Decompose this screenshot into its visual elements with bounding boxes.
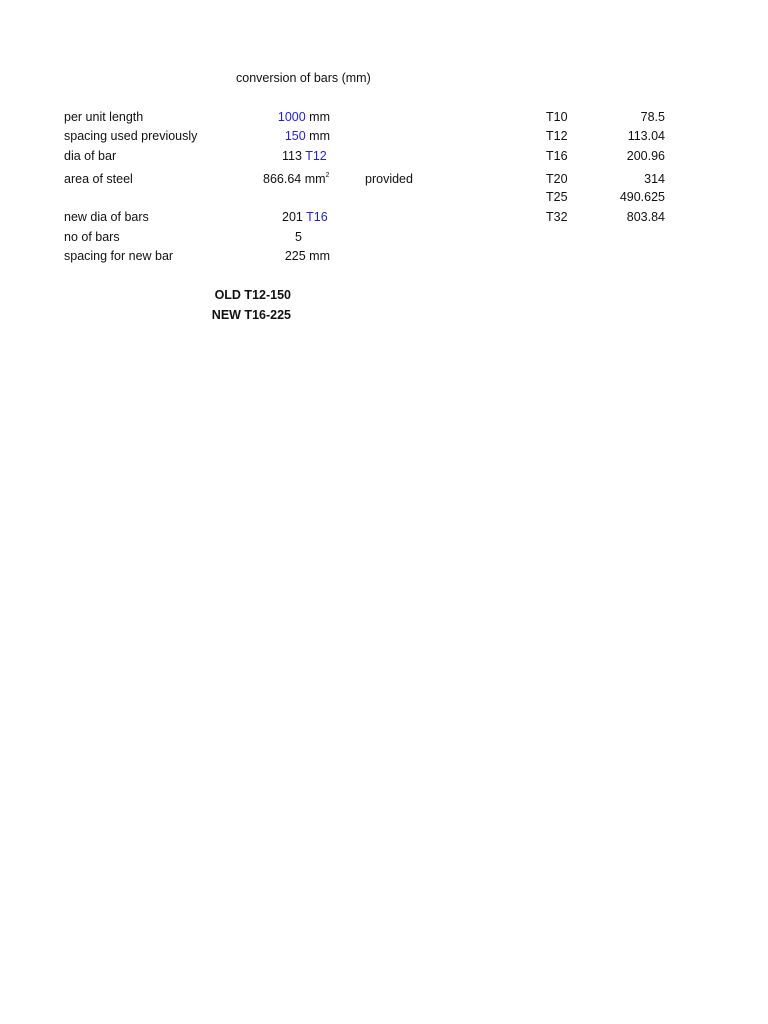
bar-area: 78.5 [640, 110, 665, 124]
unit-mm: mm [309, 129, 330, 143]
label-area-of-steel: area of steel [64, 172, 133, 186]
dia-of-bar-area: 113 [282, 149, 302, 163]
value-area-of-steel [263, 172, 329, 187]
label-new-dia-of-bars: new dia of bars [64, 210, 149, 224]
new-dia-code-input[interactable]: T16 [306, 210, 328, 224]
label-per-unit-length: per unit length [64, 110, 144, 124]
bar-area: 314 [644, 172, 665, 186]
new-dia-area: 201 [282, 210, 303, 224]
bar-area: 490.625 [619, 190, 665, 204]
bar-size: T32 [546, 210, 568, 224]
unit-mm: mm [309, 249, 330, 263]
bar-size: T12 [546, 129, 568, 143]
label-no-of-bars: no of bars [64, 230, 120, 244]
summary-new: NEW T16-225 [211, 308, 291, 322]
value-new-dia-of-bars [282, 210, 328, 225]
value-spacing-new-bar [285, 249, 330, 264]
label-spacing-new-bar: spacing for new bar [64, 249, 174, 263]
bar-size: T10 [546, 110, 568, 124]
spacing-previous-input[interactable]: 150 [284, 129, 306, 143]
bar-size: T25 [546, 190, 568, 204]
provided-note: provided [365, 172, 413, 186]
bar-area: 200.96 [626, 149, 665, 163]
per-unit-length-input[interactable]: 1000 [277, 110, 306, 124]
summary-old: OLD T12-150 [214, 288, 291, 302]
sheet-title: conversion of bars (mm) [236, 71, 371, 85]
bar-size: T16 [546, 149, 568, 163]
unit-mm: mm [309, 110, 330, 124]
value-per-unit-length[interactable] [278, 110, 330, 125]
bar-area: 803.84 [626, 210, 665, 224]
dia-of-bar-code-input[interactable]: T12 [305, 149, 327, 163]
value-spacing-previous[interactable] [285, 129, 330, 144]
bar-size: T20 [546, 172, 568, 186]
spacing-new-bar-value: 225 [284, 249, 306, 263]
unit-superscript: 2 [325, 172, 330, 179]
value-no-of-bars: 5 [295, 230, 302, 244]
area-of-steel-value: 866.64 [263, 172, 302, 186]
label-dia-of-bar: dia of bar [64, 149, 117, 163]
value-dia-of-bar [282, 149, 327, 164]
label-spacing-previous: spacing used previously [64, 129, 198, 143]
bar-area: 113.04 [627, 129, 665, 143]
unit-mm2: mm [304, 172, 326, 186]
